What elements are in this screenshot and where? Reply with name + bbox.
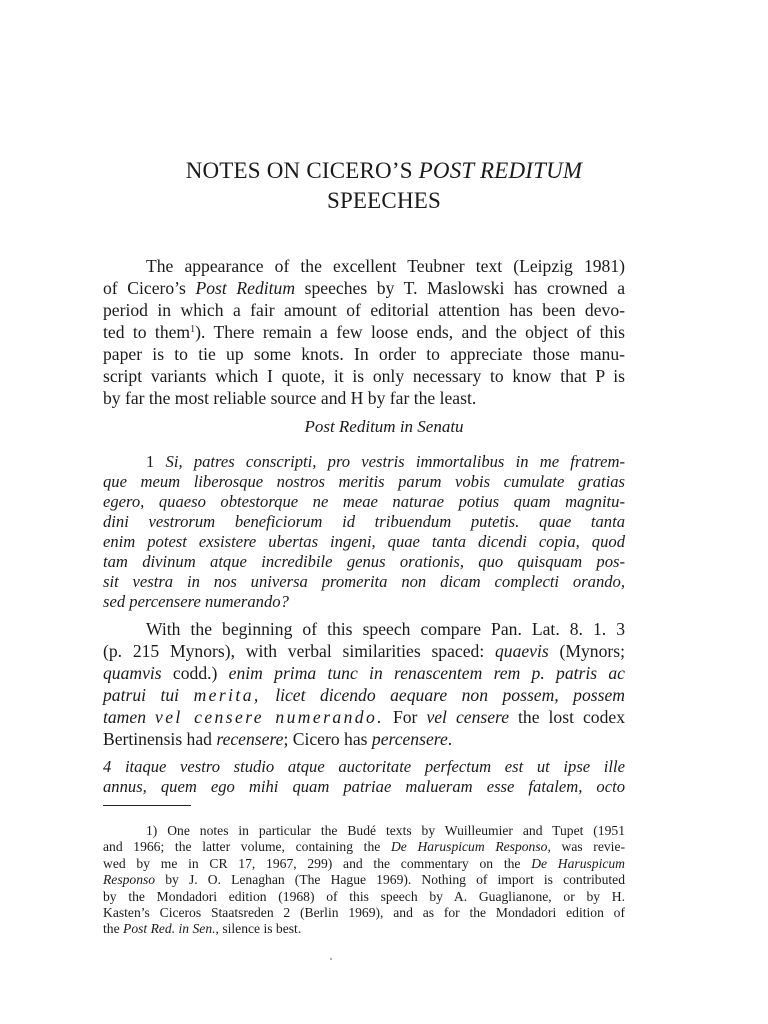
scan-speck bbox=[330, 958, 332, 960]
article-title bbox=[0, 156, 768, 216]
footnote: 1) One notes in particular the Budé texts by Wuilleumier and Tupet (1951 and 1966; the latter volume, containing the De Haruspicum Responso, was revie- wed by me in CR 17, 1967, 299) and the commentary on the De Haruspicum Responso by J. O. Lenaghan (The Hague 1969). Nothing of import is contributed by the Mondadori edition (1968) of this speech by A. Guaglianone, or by H. Kasten’s Ciceros Staatsreden 2 (Berlin 1969), and as for the Mondadori edition of the Post Red. in Sen., silence is best. bbox=[103, 823, 626, 937]
intro-paragraph: The appearance of the excellent Teubner text (Leipzig 1981) of Cicero’s Post Reditum speeches by T. Maslowski has crowned a period in which a fair amount of editorial attention has been devo- ted to them$^1$). There remain a few loose ends, and the object of this paper is to tie up some knots. In order to appreciate those manu- script variants which I quote, it is only necessary to know that P is by far the most reliable source and H by far the least. bbox=[103, 256, 626, 408]
title-line-2: SPEECHES bbox=[326, 188, 442, 213]
latin-quotation-4: 4 itaque vestro studio atque auctoritate perfectum est ut ipse ille annus, quem ego mihi quam patriae malueram esse fatalem, octo bbox=[103, 757, 625, 796]
latin-quotation-1: 1 Si, patres conscripti, pro vestris immortalibus in me fratrem- que meum liberosque nostros meritis parum vobis cumulate gratias egero, quaeso obtestorque ne meae naturae potius quam magnitu- dini vestrorum beneficiorum id tribuendum putetis. quae tanta enim potest exsistere ubertas ingeni, quae tanta dicendi copia, quod tam divinum atque incredibile genus orationis, quo quisquam pos- sit vestra in nos universa promerita non dicam complecti orando, sed percensere numerando? bbox=[103, 452, 625, 611]
section-heading: Post Reditum in Senatu bbox=[304, 417, 464, 436]
footnote-separator bbox=[103, 805, 191, 806]
section-number: 1 bbox=[146, 452, 166, 471]
commentary-paragraph: With the beginning of this speech compare Pan. Lat. 8. 1. 3 (p. 215 Mynors), with verbal similarities spaced: quaevis (Mynors; quamvis codd.) enim prima tunc in renascentem rem p. patris ac patrui tui merita, licet dicendo aequare non possem, possem tamen vel censere numerando. For vel censere the lost codex Bertinensis had recensere; Cicero has percensere. bbox=[103, 619, 625, 749]
title-line-1: NOTES ON CICERO’S POST REDITUM bbox=[185, 158, 583, 183]
footnote-marker: 1 bbox=[190, 324, 196, 335]
